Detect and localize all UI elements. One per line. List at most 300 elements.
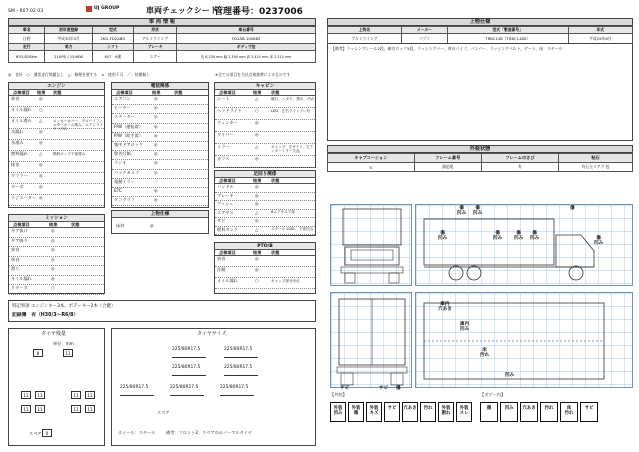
engine-row: [9, 195, 104, 206]
vi-head: シフト: [92, 44, 133, 51]
upper-small-title: 上物仕様: [112, 211, 208, 218]
cabin-note: 破れ、ヘタり、擦れ、汚れ: [271, 96, 315, 101]
tire-groove-title: タイヤ残量: [41, 331, 66, 337]
engine-row: [9, 140, 104, 151]
mission-result: ◎: [51, 247, 55, 252]
engine-section: [8, 82, 105, 208]
tire-value: 11: [87, 393, 93, 398]
spec-value: パブコ: [401, 34, 447, 44]
cabin-item: ヘッドライト: [217, 108, 242, 113]
damage-mark: サビ: [379, 386, 389, 391]
electric-item: スターター: [114, 114, 135, 120]
engine-result: ◎: [39, 184, 43, 189]
electric-item: ヒーター: [114, 105, 131, 111]
tire-size-line: [170, 395, 204, 396]
stamp-body-item: 汚れ: [540, 402, 558, 422]
damage-mark: 凹み: [505, 373, 515, 378]
tire-rear: [71, 405, 81, 413]
management-number: [214, 4, 303, 17]
truck-rear-outline: [331, 293, 413, 389]
chassis-result: ◎: [255, 192, 259, 198]
electric-result: ◎: [154, 123, 158, 129]
cabin-item: ウィンカー: [217, 120, 238, 125]
vi-value: 2KG-FD2ABG: [92, 34, 133, 44]
tire-size-value: 225/80R17.5: [172, 365, 201, 370]
engine-item: 水滲み: [11, 140, 24, 145]
cabin-item: シート: [217, 96, 230, 101]
stamp-body-item: 床 汚れ: [560, 402, 578, 422]
chassis-rows: [215, 178, 315, 235]
electric-item: ラジオ: [114, 160, 127, 166]
engine-result: ◎: [39, 173, 43, 178]
electric-col-label: 点検項目: [116, 90, 133, 95]
ptob-item: オイル漏れ: [217, 278, 238, 283]
cabin-row: [215, 96, 315, 108]
tire-front-left: [33, 349, 43, 357]
ptob-result: ◎: [255, 256, 259, 261]
engine-item: ターボ: [11, 184, 24, 189]
appearance-value: S: [328, 163, 415, 172]
engine-col-label: 状態: [53, 90, 62, 95]
appearance-head: フレームのさび: [481, 154, 558, 163]
chassis-col-label: 状態: [271, 178, 280, 183]
engine-result: ◎: [39, 129, 43, 134]
engine-row: [9, 162, 104, 173]
mission-rows: [9, 222, 104, 295]
mission-row: [9, 257, 104, 267]
vi-head: 形状: [133, 27, 176, 34]
vi-head: 初年度登録: [45, 27, 92, 34]
appearance-value: 錆追尾: [414, 163, 481, 172]
cabin-item: ミラー: [217, 144, 230, 149]
tire-size-line: [172, 375, 206, 376]
ptob-section: [214, 242, 316, 294]
electric-item: P/W（運転席）: [114, 123, 144, 129]
chassis-result: ◎: [255, 218, 259, 223]
tire-value: 0: [45, 431, 49, 436]
vi-head: ボディ寸法: [177, 44, 316, 51]
legend-line: ◎：良好 ○：通常走行問題なし △：修理を要する ×：使用不可 ／：装備無し: [8, 72, 150, 77]
tire-size-line: [172, 357, 206, 358]
tire-size-title: タイヤサイズ: [197, 331, 227, 337]
damage-mark: 庫内 穴あき: [438, 302, 452, 313]
tire-front-right: [63, 349, 73, 357]
cabin-result: ◎: [255, 132, 259, 137]
spec-title: 上物仕様: [327, 18, 633, 26]
electric-result: ◎: [154, 151, 158, 157]
tire-size-value: 225/80R17.5: [220, 385, 249, 390]
electric-item: P/W（助手席）: [114, 132, 144, 138]
cabin-item: ガラス: [217, 156, 230, 161]
engine-item: オイル漏れ: [11, 107, 32, 112]
document-code: SM・R07.02.03: [8, 9, 44, 14]
upper-result: ◎: [150, 223, 154, 228]
appearance-value: 有石左リアブ 包: [559, 163, 633, 172]
cabin-row: [215, 120, 315, 132]
cabin-result: ○: [255, 108, 259, 113]
stamp-cab-item: 穴あき: [402, 402, 418, 422]
chassis-item: ブッシュ: [217, 201, 234, 206]
stamp-cab-item: 汚れ: [420, 402, 436, 422]
stamp-cab-item: 外装 傷: [348, 402, 364, 422]
engine-item: オイル滲み: [11, 118, 32, 123]
tire-value: 11: [23, 393, 29, 398]
spec-remarks: 【備考】ラッシングレール2段、庫内ロック5段、ラッシングバー、荷台パイプ、バンパー、ラッシングベルト、ゲート、床：スチール: [331, 46, 563, 51]
appearance-table: [327, 153, 633, 172]
vi-value: 平成30年3月: [45, 34, 92, 44]
mission-item: オイル漏れ: [11, 275, 32, 281]
engine-item: 異音: [11, 96, 20, 101]
appearance-head: 粘石: [559, 154, 633, 163]
spec-head: メーカー: [401, 27, 447, 34]
engine-result: ◎: [39, 162, 43, 167]
stamp-body-item: 凹み: [500, 402, 518, 422]
vi-head: 車名: [9, 27, 45, 34]
engine-row: [9, 184, 104, 195]
vi-value: FD2AB-100683: [177, 34, 316, 44]
chassis-title: 足回り関係: [215, 171, 315, 178]
cabin-section: [214, 82, 316, 168]
tire-value: 11: [73, 407, 79, 412]
electric-row: [112, 179, 208, 188]
damage-mark: 傷 凹み: [514, 231, 524, 242]
electric-item: エアコン: [114, 96, 131, 101]
chassis-result: △: [255, 209, 259, 215]
chassis-item: サビ: [217, 218, 226, 223]
mission-result: ◎: [51, 256, 55, 262]
mission-row: [9, 238, 104, 248]
electric-result: ◎: [154, 160, 158, 166]
chassis-item: 燃料タンク: [217, 226, 238, 232]
engine-col-label: 結果: [37, 90, 46, 95]
chassis-note: Rエアサス下部: [271, 210, 295, 214]
stamp-body-item: 傷: [480, 402, 498, 422]
damage-mark: 庫内 凹み: [460, 322, 470, 333]
vi-value: 653,826km: [9, 51, 45, 63]
tire-value: 11: [87, 407, 93, 412]
tire-size-value: 225/80R17.5: [170, 385, 199, 390]
engine-item: 水漏れ: [11, 129, 24, 134]
mission-item: リターダ: [11, 285, 28, 290]
mission-result: ◎: [51, 228, 55, 233]
ptob-row: [215, 267, 315, 278]
vi-dims: 長 6,230 mm 幅 2,390 mm 高 2,410 mm 床 2,310 mm: [177, 51, 316, 63]
tire-unit: 単位：mm: [53, 341, 74, 346]
legend-note: ※全ての項目を当社点検基準によるものです: [215, 72, 291, 77]
electric-item: 警告灯類: [114, 151, 131, 157]
electric-item: ETC: [114, 187, 122, 193]
mission-item: 滑り: [11, 266, 20, 271]
chassis-item: ブレーキ: [217, 192, 234, 198]
cabin-row: [215, 156, 315, 168]
electric-item: バックカメラ: [114, 169, 140, 175]
electric-section: [111, 82, 209, 208]
electric-row: [112, 188, 208, 197]
electric-item: 電動ミラー: [114, 178, 135, 184]
engine-note: 燃料ポンプ下部滲み: [53, 151, 86, 156]
tire-rear: [21, 391, 31, 399]
engine-row: [9, 173, 104, 184]
stamp-body-item: 穴あき: [520, 402, 538, 422]
vi-value: アルミウイング: [133, 34, 176, 44]
tire-size-value: 225/80R17.5: [172, 347, 201, 352]
electric-result: ◎: [154, 197, 158, 203]
vehicle-info-title: 車 両 情 報: [8, 18, 316, 26]
electric-result: ◎: [154, 169, 158, 175]
record-book: 記録簿 有（H30/3〜R6/8）: [12, 313, 79, 318]
diagram-rear-view: [330, 292, 412, 388]
tire-size-value: 225/80R17.5: [120, 385, 149, 390]
truck-front-outline: [331, 205, 413, 287]
tire-value: 11: [65, 351, 71, 356]
electric-row: [112, 170, 208, 179]
mission-row: [9, 266, 104, 276]
stamp-cab-item: 外装 凹み: [330, 402, 346, 422]
tire-rear: [85, 391, 95, 399]
chassis-row: [215, 227, 315, 236]
chassis-result: △: [255, 226, 259, 232]
engine-result: ○: [39, 107, 43, 112]
mission-item: 異音: [11, 256, 20, 262]
tire-rear: [35, 405, 45, 413]
engine-result: ◎: [39, 195, 43, 200]
mission-result: ◎: [51, 275, 55, 281]
chassis-row: [215, 193, 315, 202]
vi-head: 型式: [92, 27, 133, 34]
tire-groove-section: [8, 328, 105, 446]
tire-size-line: [120, 395, 154, 396]
vi-head: 走行: [9, 44, 45, 51]
tire-rear: [21, 405, 31, 413]
appearance-head: キャブコーション: [328, 154, 415, 163]
engine-item: マフラー: [11, 173, 28, 178]
tire-spare: [42, 429, 52, 437]
mission-section: [8, 214, 105, 294]
damage-mark: 傷: [570, 206, 575, 211]
vehicle-info-table: [8, 26, 316, 63]
spec-head: 年式: [568, 27, 632, 34]
ptob-row: [215, 256, 315, 267]
chassis-note: スチール 200L、下部凹み: [271, 227, 314, 231]
cabin-title: キャビン: [215, 83, 315, 90]
ptob-row: [215, 278, 315, 289]
engine-row: [9, 151, 104, 162]
engine-note: ロッカーカバー、プロパイフィルターホース滲み、エアドライヤー汚れ: [53, 118, 104, 131]
ptob-item: 作動: [217, 267, 226, 272]
vi-value: 日野: [9, 34, 45, 44]
damage-mark: 傷 凹み: [438, 231, 448, 242]
tire-size-line: [224, 375, 258, 376]
spec-remarks-box: [327, 43, 633, 141]
engine-row: [9, 129, 104, 140]
damage-mark: 傷 凹み: [594, 236, 604, 247]
spec-value: アルミウイング: [328, 34, 402, 44]
stamp-cab-item: 外装 スレ: [456, 402, 472, 422]
ptob-rows: [215, 250, 315, 289]
ptob-col-label: 結果: [253, 250, 262, 255]
mission-result: ○: [51, 285, 55, 290]
electric-row: [112, 160, 208, 169]
stamp-cab-item: 外装 割れ: [438, 402, 454, 422]
electric-row: [112, 124, 208, 133]
electric-row: [112, 142, 208, 151]
stamp-cab-label: 【外装】: [330, 392, 347, 397]
engine-item: 排気: [11, 162, 20, 167]
tire-size-value: 225/80R17.5: [224, 347, 253, 352]
mission-result: ◎: [51, 266, 55, 271]
damage-mark: 傷 凹み: [473, 206, 483, 217]
ptob-col-label: 状態: [271, 250, 280, 255]
vi-head: 車台番号: [177, 27, 316, 34]
electric-col-label: 結果: [152, 90, 161, 95]
chassis-item: エアサス: [217, 209, 234, 215]
spec-value: 平成29年8月: [568, 34, 632, 44]
tire-size-spare-label: スペア: [157, 410, 170, 415]
mission-row: [9, 285, 104, 295]
mission-col-label: 状態: [71, 222, 80, 227]
engine-item: ラジエーター: [11, 195, 37, 200]
mission-col-label: 点検項目: [13, 222, 30, 227]
vi-head: 馬力: [45, 44, 92, 51]
company-logo: [86, 6, 119, 12]
cabin-col-label: 結果: [253, 90, 262, 95]
chassis-row: [215, 210, 315, 219]
appearance-head: フレーム番号: [414, 154, 481, 163]
electric-result: ◎: [154, 114, 158, 120]
tire-value: 11: [37, 407, 43, 412]
mission-item: 異音: [11, 247, 20, 252]
tire-value: 11: [37, 393, 43, 398]
tire-rear: [35, 391, 45, 399]
cabin-result: ◎: [255, 120, 259, 125]
special-remarks: [8, 300, 316, 322]
management-label: 管理番号：: [214, 7, 260, 17]
engine-title: エンジン: [9, 83, 104, 90]
tire-value: 11: [23, 407, 29, 412]
electric-row: [112, 151, 208, 160]
spec-table: [327, 26, 633, 44]
special-notes: 特記事項 エンジンキー3本、ボデーキー2本（合鍵）: [12, 304, 116, 309]
wheel-type: ホイール：スチール: [118, 430, 156, 435]
ptob-result: ○: [255, 278, 259, 283]
mission-result: ◎: [51, 237, 55, 243]
spec-value: TRBC148（TRBC148S）: [447, 34, 568, 44]
tire-rear: [71, 391, 81, 399]
chassis-col-label: 点検項目: [219, 178, 236, 183]
electric-result: ◎: [154, 132, 158, 138]
cabin-row: [215, 108, 315, 120]
electric-title: 電装関係: [112, 83, 208, 90]
vi-head: ブレーキ: [133, 44, 176, 51]
management-value: 0237006: [259, 7, 303, 17]
cabin-row: [215, 132, 315, 144]
tire-size-section: [111, 328, 316, 446]
damage-mark: 傷: [396, 386, 401, 391]
ptob-result: ◎: [255, 267, 259, 272]
electric-result: ◎: [154, 105, 158, 111]
electric-row: [112, 96, 208, 105]
tire-note: 備考：フロント2、スペアのみノーマルタイヤ: [166, 430, 253, 435]
tire-rear: [85, 405, 95, 413]
vi-value: M/T 6速: [92, 51, 133, 63]
engine-row: [9, 96, 104, 107]
electric-row: [112, 133, 208, 142]
mission-item: ギア抜け: [11, 228, 28, 233]
mission-row: [9, 276, 104, 286]
stamp-cab-item: 外装 キズ: [366, 402, 382, 422]
electric-row: [112, 105, 208, 114]
damage-mark: 傷 凹み: [530, 231, 540, 242]
cabin-rows: [215, 90, 315, 168]
mission-row: [9, 228, 104, 238]
engine-row: [9, 107, 104, 118]
engine-col-label: 点検項目: [13, 90, 30, 95]
tire-size-line: [224, 357, 258, 358]
electric-rows: [112, 90, 208, 206]
electric-result: ◎: [154, 141, 158, 147]
vi-value: エアー: [133, 51, 176, 63]
cabin-col-label: 状態: [271, 90, 280, 95]
chassis-result: ◎: [255, 201, 259, 206]
engine-result: ◎: [39, 140, 43, 145]
damage-mark: サビ: [340, 386, 350, 391]
cabin-result: ◎: [255, 156, 259, 161]
appearance-value: 有: [481, 163, 558, 172]
diagram-front-view: [330, 204, 412, 286]
electric-item: 集中ドアロック: [114, 141, 144, 147]
ptob-note: ギャップ部分汚れ: [271, 278, 300, 283]
cabin-item: ワイパー: [217, 132, 234, 137]
cabin-result: △: [255, 144, 259, 149]
chassis-item: ハンドル: [217, 184, 234, 189]
cabin-row: [215, 144, 315, 156]
cabin-result: △: [255, 96, 259, 101]
upper-item: 床材: [116, 223, 125, 228]
vi-value: 210PS / 154KW: [45, 51, 92, 63]
stamp-body-label: 【ボデー内】: [480, 392, 506, 397]
electric-result: ／: [154, 178, 159, 184]
upper-small-section: [111, 210, 209, 234]
engine-row: [9, 118, 104, 129]
stamp-body-item: サビ: [580, 402, 598, 422]
engine-rows: [9, 90, 104, 206]
chassis-row: [215, 184, 315, 193]
stamp-cab-item: サビ: [384, 402, 400, 422]
spec-head: 上物名: [328, 27, 402, 34]
mission-row: [9, 247, 104, 257]
cabin-note: LED、左右ライトブレ有: [271, 108, 311, 113]
chassis-row: [215, 201, 315, 210]
chassis-section: [214, 170, 316, 236]
tire-value: 8: [36, 351, 40, 356]
engine-result: △: [39, 151, 43, 156]
chassis-result: ◎: [255, 184, 259, 189]
damage-mark: 床 汚れ: [480, 348, 490, 359]
engine-item: 燃料漏れ: [11, 151, 28, 156]
cabin-col-label: 点検項目: [219, 90, 236, 95]
ptob-title: PTO/B: [215, 243, 315, 250]
electric-row: [112, 114, 208, 123]
electric-item: タコグラフ: [114, 197, 135, 203]
electric-col-label: 状態: [174, 90, 183, 95]
chassis-col-label: 結果: [253, 178, 262, 183]
engine-result: △: [39, 118, 43, 123]
chassis-row: [215, 218, 315, 227]
electric-result: ◎: [154, 96, 158, 101]
appearance-title: 外装状態: [327, 145, 633, 153]
ptob-item: 異音: [217, 256, 226, 261]
logo-text: UJ GROUP: [94, 6, 120, 12]
